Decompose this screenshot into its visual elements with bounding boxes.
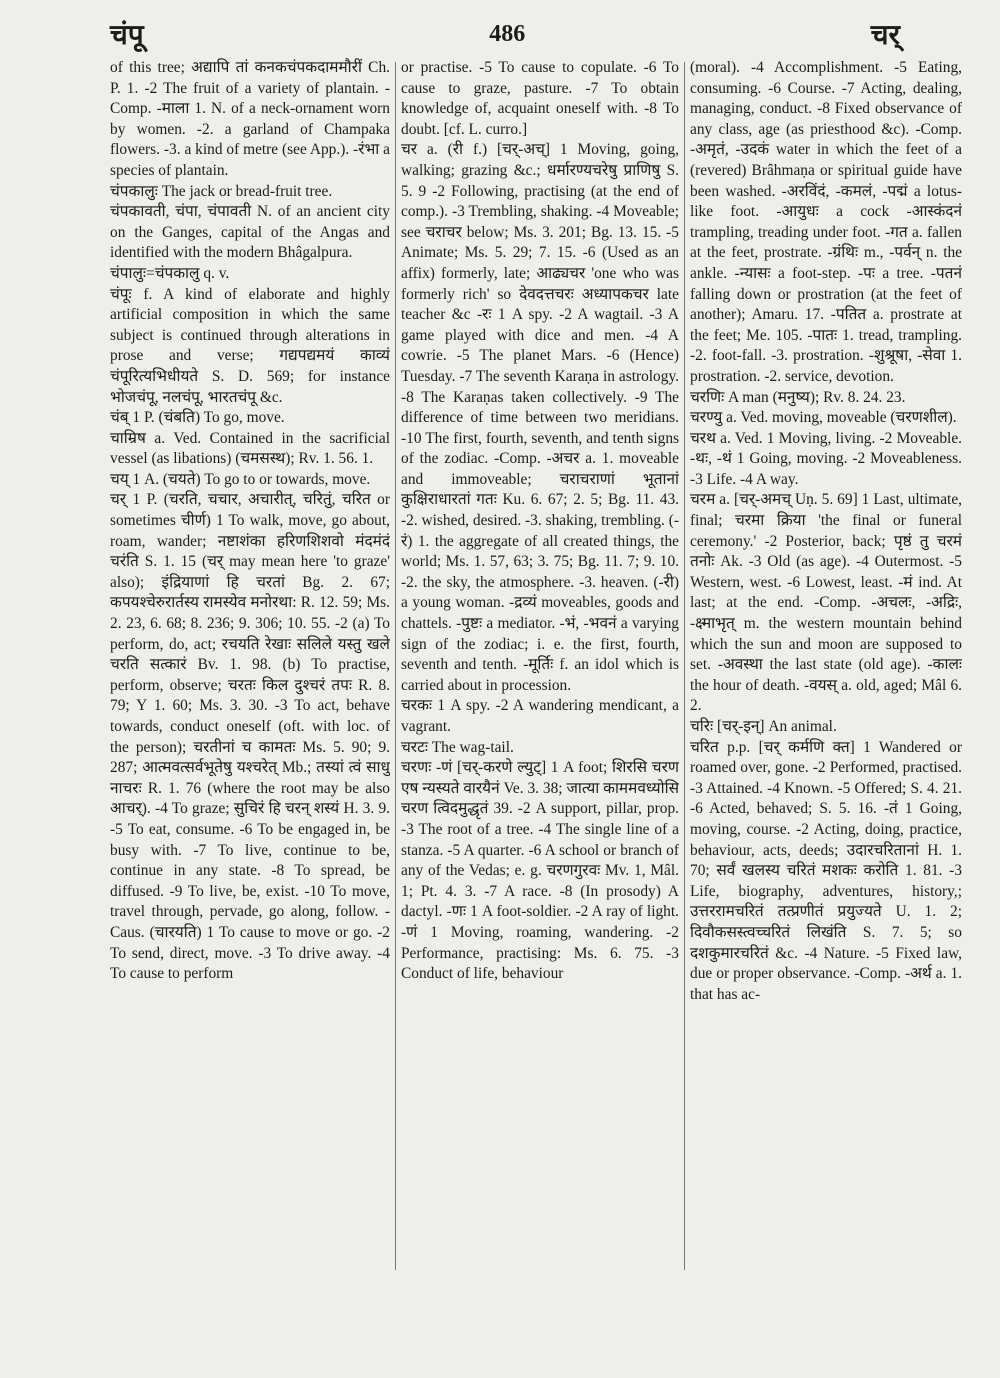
entry-text: (moral). -4 Accomplishment. -5 Eating, consuming. -6 Course. -7 Acting, dealing, managing, conduct. -8 Fixed observance of any class, age (as priesthood &c). -Comp. -अमृतं, -उदकं water in which the feet of a (revered) Brâhmaṇa or spiritual guide have been washed. -अरविंदं, -कमलं, -पद्मं a lotus-like foot. -आयुधः a cock -आस्कंदनं trampling, treading under foot. -गत a. fallen at the feet, prostrate. -ग्रंथिः m., -पर्वन् n. the ankle. -न्यासः a foot-step. -पः a tree. -पतनं falling down or prostration (at the feet of another); Amaru. 17. -पतित a. prostrate at the feet; Me. 105. -पातः 1. tread, trampling. -2. foot-fall. -3. prostration. -शुश्रूषा, -सेवा 1. prostration. -2. service, devotion.: [690, 59, 962, 385]
column-divider: [395, 62, 396, 1270]
entry-text: चरटः The wag-tail.: [401, 738, 514, 756]
entry-text: चर् 1 P. (चरति, चचार, अचारीत्, चरितुं, चरित or sometimes चीर्ण) 1 To walk, move, go about, roam, wander; नष्टाशंका हरिणशिशवो मंदमंदं चरंति S. 1. 15 (चर् may mean here 'to graze' also); इंद्रियाणां हि चरतां Bg. 2. 67; कपयश्चेरुरार्तस्य रामस्येव मनोरथा: R. 12. 59; Ms. 2. 23, 6. 68; 8. 236; 9. 306; 10. 55. -2 (a) To perform, do, act; रचयति रेखाः सलिले यस्तु खले चरति सत्कारं Bv. 1. 98. (b) To practise, perform, observe; चरतः किल दुश्चरं तपः R. 8. 79; Y 1. 60; Ms. 3. 30. -3 To act, behave towards, conduct oneself (oft. with loc. of the person); चरतीनां च कामतः Ms. 5. 90; 9. 287; आत्मवत्सर्वभूतेषु यश्चरेत् Mb.; तस्यां त्वं साधु नाचरः R. 1. 76 (where the root may be also आचर्). -4 To graze; सुचिरं हि चरन् शस्यं H. 3. 9. -5 To eat, consume. -6 To be engaged in, be busy with. -7 To live, continue to be, continue in any state. -8 To spread, be diffused. -9 To live, be, exist. -10 To move, travel through, pervade, go along, follow. -Caus. (चारयति) 1 To cause to move or go. -2 To send, direct, move. -3 To drive away. -4 To cause to perform: [110, 491, 390, 983]
entry-text: चरथ a. Ved. 1 Moving, living. -2 Moveable. -थः, -थं 1 Going, moving. -2 Moveableness. -3 Life. -4 A way.: [690, 429, 962, 488]
page-number: 486: [489, 20, 526, 47]
entry-text: चरकः 1 A spy. -2 A wandering mendicant, a vagrant.: [401, 697, 679, 735]
page-header: [110, 14, 900, 54]
column-divider: [684, 62, 685, 1270]
entry-text: or practise. -5 To cause to copulate. -6 To cause to graze, pasture. -7 To obtain knowledge of, acquaint oneself with. -8 To doubt. [cf. L. curro.]: [401, 59, 679, 138]
entry-text: चरिः [चर्-इन्] An animal.: [690, 718, 837, 735]
entry-text: चय् 1 A. (चयते) To go to or towards, move.: [110, 470, 371, 488]
entry-text: चंब् 1 P. (चंबति) To go, move.: [110, 409, 285, 427]
entry-text: चंपूः f. A kind of elaborate and highly artificial composition in which the same subject is continued through alterations in prose and verse; गद्यपद्यमयं काव्यं चंपूरित्यभिधीयते S. D. 569; for instance भोजचंपू, नलचंपू, भारतचंपू &c.: [110, 285, 390, 406]
entry-text: चंपकालुः The jack or bread-fruit tree.: [110, 182, 333, 200]
entry-text: चंपकावती, चंपा, चंपावती N. of an ancient city on the Ganges, capital of the Angas and identified with the modern Bhâgalpura.: [110, 203, 390, 262]
entry-text: चाम्रिष a. Ved. Contained in the sacrificial vessel (as libations) (चमसस्थ); Rv. 1. 56. 1.: [110, 429, 390, 468]
entry-text: चरणिः A man (मनुष्य); Rv. 8. 24. 23.: [690, 388, 906, 406]
column-1: [110, 58, 390, 1358]
left-headword: चंपू: [110, 18, 144, 51]
right-headword: चर्: [870, 18, 900, 51]
entry-text: चंपालुः=चंपकालु q. v.: [110, 264, 230, 282]
entry-text: of this tree; अद्यापि तां कनकचंपकदाममौरीं Ch. P. 1. -2 The fruit of a variety of plantain. -Comp. -माला 1. N. of a neck-ornament worn by women. -2. a garland of Champaka flowers. -3. a kind of metre (see App.). -रंभा a species of plantain.: [110, 59, 390, 179]
entry-text: चरम a. [चर्-अमच् Uṇ. 5. 69] 1 Last, ultimate, final; चरमा क्रिया 'the final or funeral ceremony.' -2 Posterior, back; पृष्ठं तु चरमं तनोः Ak. -3 Old (as age). -4 Outermost. -5 Western, west. -6 Lowest, least. -मं ind. At last; at the end. -Comp. -अचलः, -अद्रिः, -क्ष्माभृत् m. the western mountain behind which the sun and moon are supposed to set. -अवस्था the last state (old age). -कालः the hour of death. -वयस् a. old, aged; Mâl 6. 2.: [690, 491, 962, 715]
entry-text: चरण्यु a. Ved. moving, moveable (चरणशील).: [690, 409, 957, 427]
entry-text: चरित p.p. [चर् कर्मणि क्त] 1 Wandered or roamed over, gone. -2 Performed, practised. -3 Attained. -4 Known. -5 Offered; S. 4. 21. -6 Acted, behaved; S. 5. 16. -तं 1 Going, moving, course. -2 Acting, doing, practice, behaviour, acts, deeds; उदारचरितानां H. 1. 70; सर्वं खलस्य चरितं मशकः करोति 1. 81. -3 Life, biography, adventures, history,; उत्तररामचरितं तत्प्रणीतं प्रयुज्यते U. 1. 2; दिवौकसस्त्वच्चरितं लिखंति S. 7. 5; so दशकुमारचरितं &c. -4 Nature. -5 Fixed law, due or proper observance. -Comp. -अर्थ a. 1. that has ac-: [690, 738, 962, 1003]
entry-text: चर a. (री f.) [चर्-अच्] 1 Moving, going, walking; grazing &c.; धर्मारण्यचरेषु प्राणिषु S. 5. 9 -2 Following, practising (at the end of comp.). -3 Trembling, shaking. -4 Moveable; see चराचर below; Ms. 3. 201; Bg. 13. 15. -5 Animate; Ms. 5. 29; 7. 15. -6 (Used as an affix) formerly, late; आढ्यचर 'one who was formerly rich' so देवदत्तचरः अध्यापकचर late teacher &c -रः 1 A spy. -2 A wagtail. -3 A game played with dice and men. -4 A cowrie. -5 The planet Mars. -6 (Hence) Tuesday. -7 The seventh Karaṇa in astrology. -8 The Karaṇas taken collectively. -9 The difference of time between two meridians. -10 The first, fourth, seventh, and tenth signs of the zodiac. -Comp. -अचर a. 1. moveable and immoveable; चराचराणां भूतानां कुक्षिराधारतां गतः Ku. 6. 67; 2. 5; Bg. 11. 43. -2. wished, desired. -3. shaking, trembling. (-रं) 1. the aggregate of all created things, the world; Ms. 1. 57, 63; 3. 75; Bg. 11. 7; 9. 10. -2. the sky, the atmosphere. -3. heaven. (-री) a young woman. -द्रव्यं moveables, goods and chattels. -पुष्टः a mediator. -भं, -भवनं a varying sign of the zodiac; i. e. the first, fourth, seventh and tenth. -मूर्तिः f. an idol which is carried about in procession.: [401, 141, 679, 694]
column-2: [401, 58, 679, 1358]
column-3: [690, 58, 962, 1358]
entry-text: चरणः -णं [चर्-करणे ल्युट्] 1 A foot; शिरसि चरण एष न्यस्यते वारयैनं Ve. 3. 38; जात्या काममवध्योसि चरण त्विदमुद्धृतं 39. -2 A support, pillar, prop. -3 The root of a tree. -4 The single line of a stanza. -5 A quarter. -6 A school or branch of any of the Vedas; e. g. चरणगुरवः Mv. 1, Mâl. 1; Pt. 4. 3. -7 A race. -8 (In prosody) A dactyl. -णः 1 A foot-soldier. -2 A ray of light. -णं 1 Moving, roaming, wandering. -2 Performance, practising: Ms. 6. 75. -3 Conduct of life, behaviour: [401, 759, 679, 983]
